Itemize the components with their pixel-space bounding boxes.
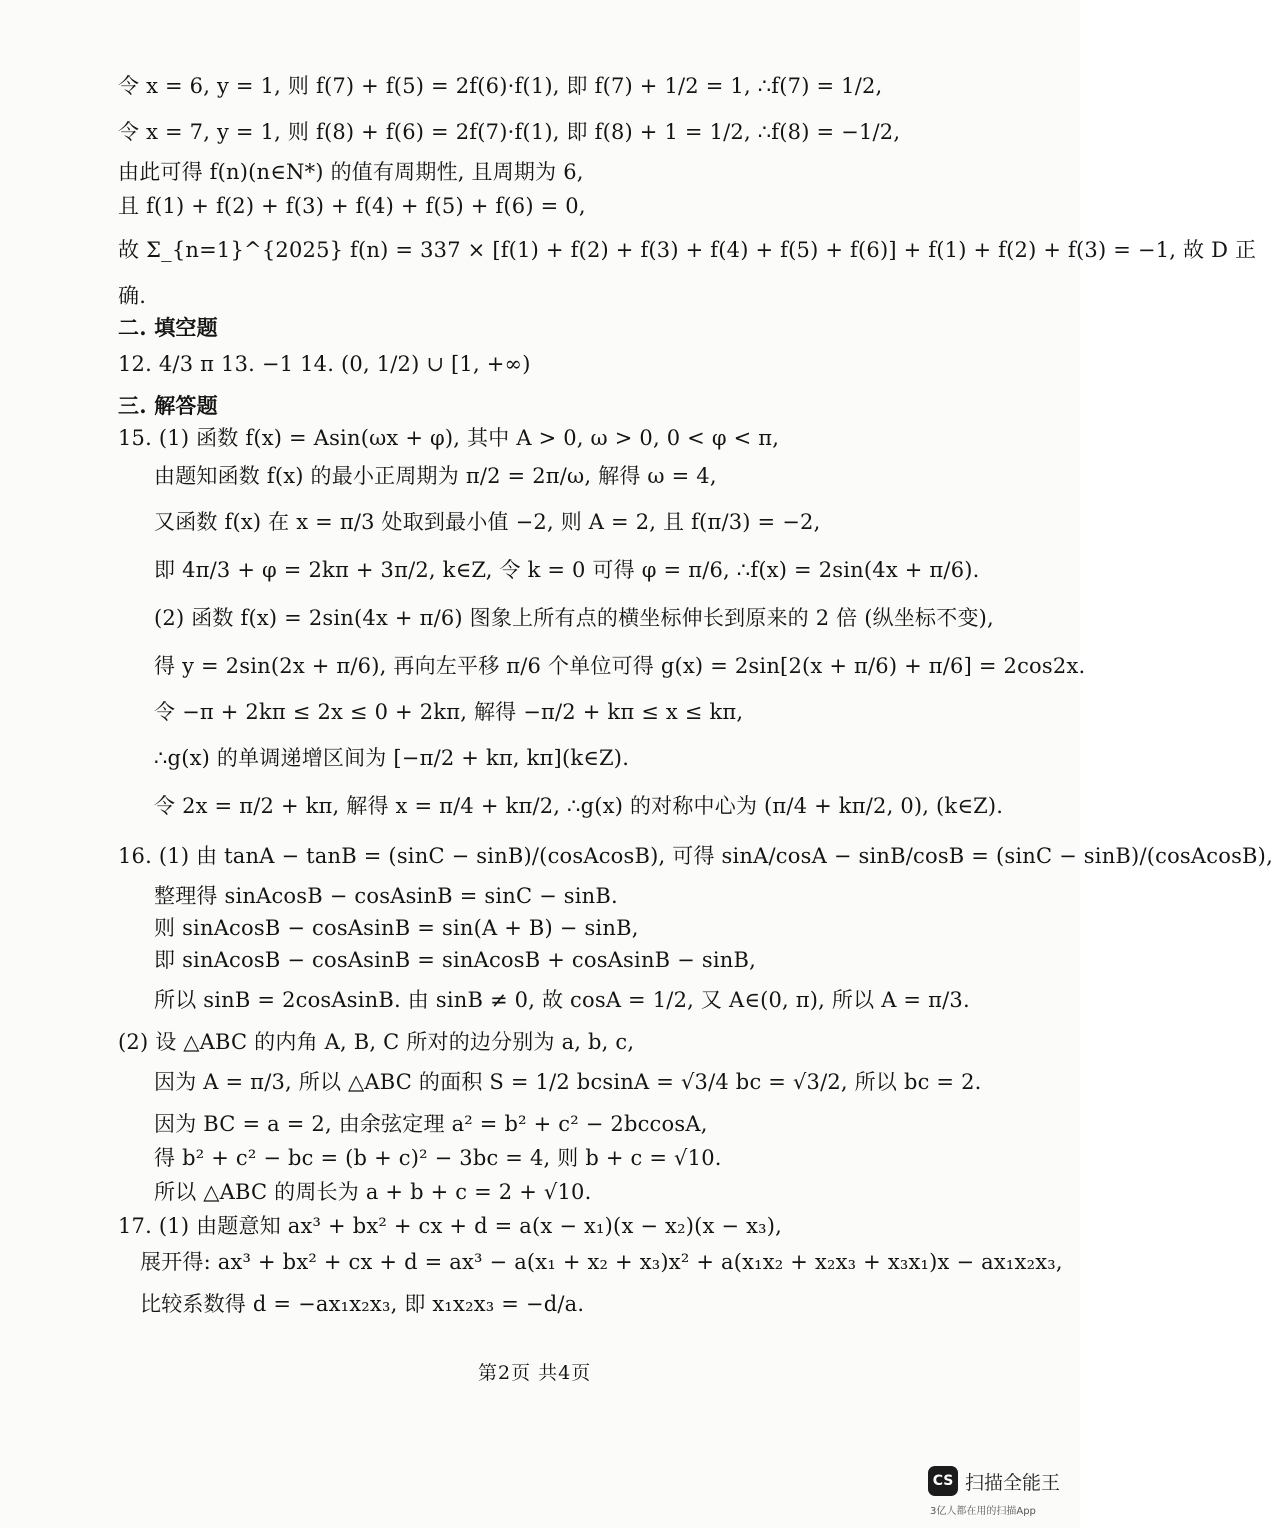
text-line: 得 b² + c² − bc = (b + c)² − 3bc = 4, 则 b + c = √10. [154, 1146, 722, 1170]
text-line: 确. [118, 284, 147, 308]
text-line: 则 sinAcosB − cosAsinB = sin(A + B) − sinB, [154, 916, 639, 940]
section-heading-fill-in: 二. 填空题 [118, 315, 218, 340]
text-line: 令 x = 6, y = 1, 则 f(7) + f(5) = 2f(6)·f(1), 即 f(7) + 1/2 = 1, ∴f(7) = 1/2, [118, 74, 883, 98]
text-line: 令 2x = π/2 + kπ, 解得 x = π/4 + kπ/2, ∴g(x) 的对称中心为 (π/4 + kπ/2, 0), (k∈Z). [154, 794, 1004, 818]
text-line: 且 f(1) + f(2) + f(3) + f(4) + f(5) + f(6) = 0, [118, 194, 586, 218]
text-line: ∴g(x) 的单调递增区间为 [−π/2 + kπ, kπ](k∈Z). [154, 746, 630, 770]
answers-line: 12. 4/3 π 13. −1 14. (0, 1/2) ∪ [1, +∞) [118, 352, 531, 376]
text-line: 因为 BC = a = 2, 由余弦定理 a² = b² + c² − 2bccosA, [154, 1112, 708, 1136]
text-line: 展开得: ax³ + bx² + cx + d = ax³ − a(x₁ + x₂ + x₃)x² + a(x₁x₂ + x₂x₃ + x₃x₁)x − ax₁x₂x₃, [140, 1250, 1063, 1274]
problem-17-line: 17. (1) 由题意知 ax³ + bx² + cx + d = a(x − x₁)(x − x₂)(x − x₃), [118, 1214, 782, 1238]
text-line: 即 sinAcosB − cosAsinB = sinAcosB + cosAsinB − sinB, [154, 948, 756, 972]
text-line: 即 4π/3 + φ = 2kπ + 3π/2, k∈Z, 令 k = 0 可得 φ = π/6, ∴f(x) = 2sin(4x + π/6). [154, 558, 980, 582]
text-line: (2) 设 △ABC 的内角 A, B, C 所对的边分别为 a, b, c, [118, 1030, 635, 1054]
text-line: 所以 sinB = 2cosAsinB. 由 sinB ≠ 0, 故 cosA = 1/2, 又 A∈(0, π), 所以 A = π/3. [154, 988, 970, 1012]
text-line: 令 −π + 2kπ ≤ 2x ≤ 0 + 2kπ, 解得 −π/2 + kπ ≤ x ≤ kπ, [154, 700, 744, 724]
page-number: 第2页 共4页 [478, 1362, 592, 1384]
watermark-app-name: 扫描全能王 [965, 1471, 1061, 1494]
problem-16-line: 16. (1) 由 tanA − tanB = (sinC − sinB)/(cosAcosB), 可得 sinA/cosA − sinB/cosB = (sinC − sinB)/(cosAcosB), [118, 844, 1273, 868]
watermark-tagline: 3亿人都在用的扫描App [930, 1506, 1036, 1517]
camscanner-logo-icon: CS [928, 1466, 958, 1496]
text-line: 因为 A = π/3, 所以 △ABC 的面积 S = 1/2 bcsinA = √3/4 bc = √3/2, 所以 bc = 2. [154, 1070, 982, 1094]
text-line: 所以 △ABC 的周长为 a + b + c = 2 + √10. [154, 1180, 592, 1204]
text-line: 由此可得 f(n)(n∈N*) 的值有周期性, 且周期为 6, [118, 160, 584, 184]
scanner-watermark [928, 1466, 1060, 1496]
text-line: 故 Σ_{n=1}^{2025} f(n) = 337 × [f(1) + f(2) + f(3) + f(4) + f(5) + f(6)] + f(1) + f(2) + f(3) = −1, 故 D 正 [118, 238, 1257, 262]
text-line: 比较系数得 d = −ax₁x₂x₃, 即 x₁x₂x₃ = −d/a. [140, 1292, 585, 1316]
text-line: 整理得 sinAcosB − cosAsinB = sinC − sinB. [154, 884, 618, 908]
text-line: 令 x = 7, y = 1, 则 f(8) + f(6) = 2f(7)·f(1), 即 f(8) + 1 = 1/2, ∴f(8) = −1/2, [118, 120, 901, 144]
problem-15-line: 15. (1) 函数 f(x) = Asin(ωx + φ), 其中 A > 0, ω > 0, 0 < φ < π, [118, 426, 780, 450]
text-line: 由题知函数 f(x) 的最小正周期为 π/2 = 2π/ω, 解得 ω = 4, [154, 464, 717, 488]
text-line: 又函数 f(x) 在 x = π/3 处取到最小值 −2, 则 A = 2, 且 f(π/3) = −2, [154, 510, 821, 534]
section-heading-solutions: 三. 解答题 [118, 393, 218, 418]
text-line: 得 y = 2sin(2x + π/6), 再向左平移 π/6 个单位可得 g(x) = 2sin[2(x + π/6) + π/6] = 2cos2x. [154, 654, 1086, 678]
text-line: (2) 函数 f(x) = 2sin(4x + π/6) 图象上所有点的横坐标伸长到原来的 2 倍 (纵坐标不变), [154, 606, 994, 630]
